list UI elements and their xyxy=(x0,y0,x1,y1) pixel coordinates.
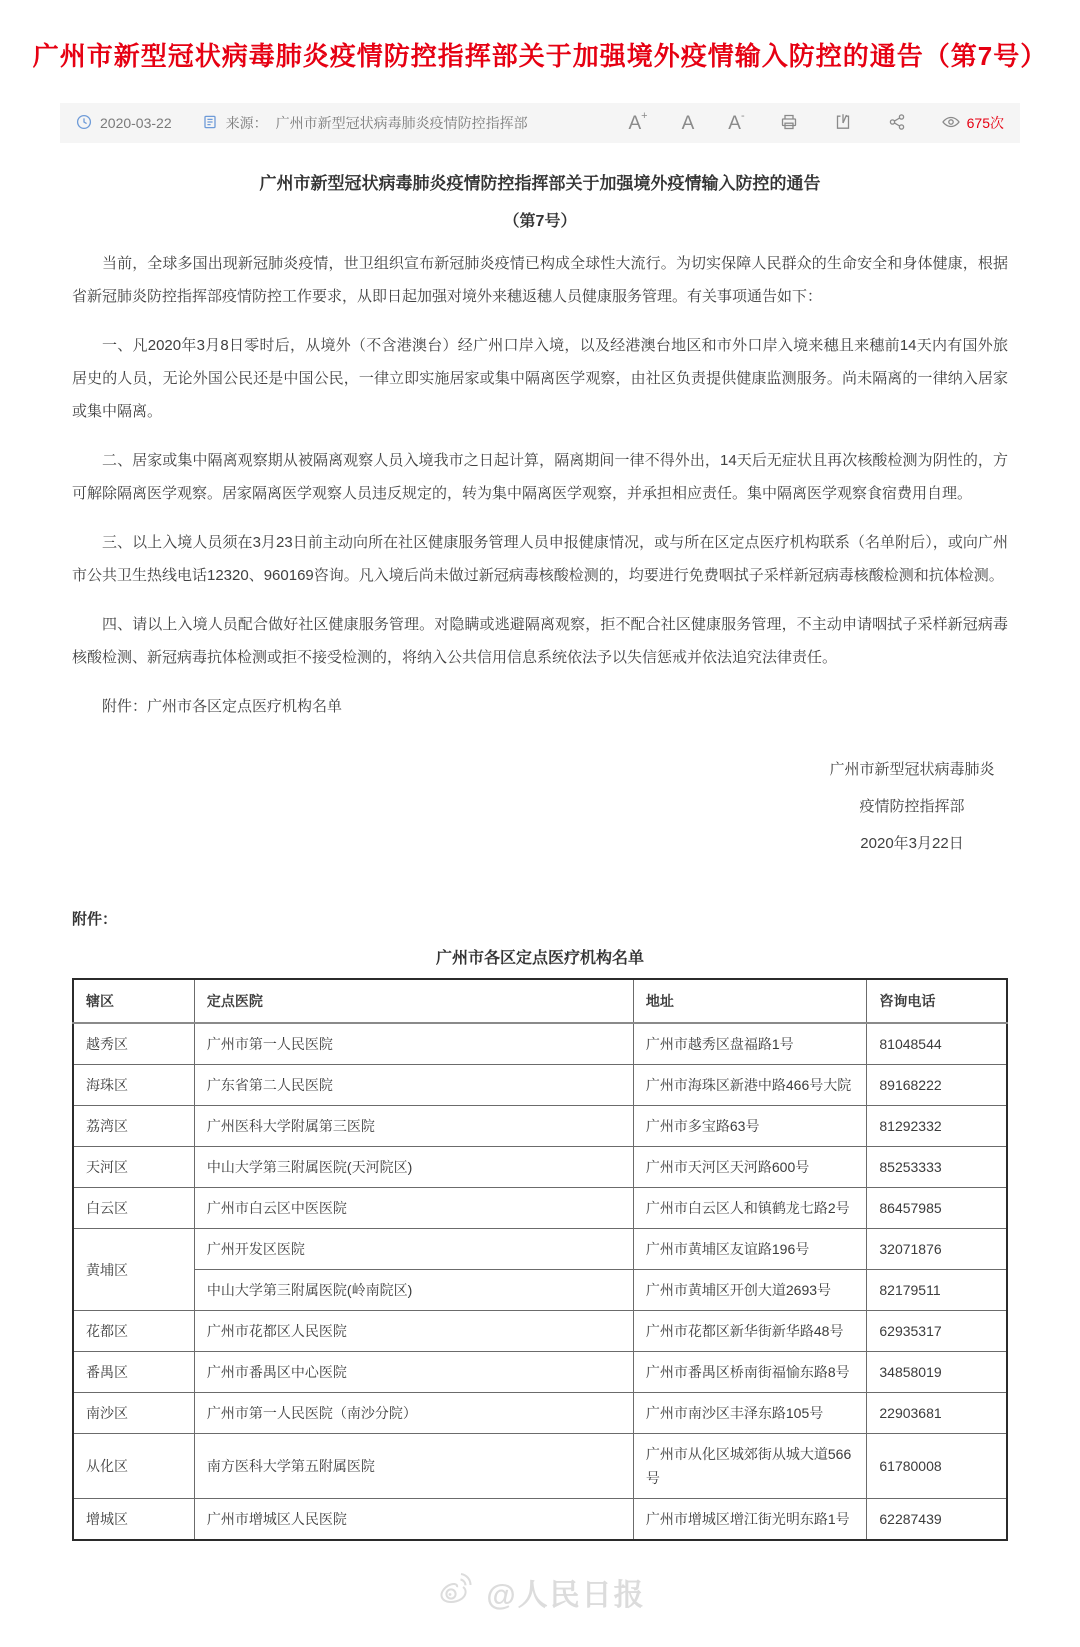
address-cell: 广州市多宝路63号 xyxy=(633,1106,867,1147)
phone-cell: 32071876 xyxy=(867,1229,1007,1270)
district-cell: 南沙区 xyxy=(73,1393,194,1434)
document-subtitle: （第7号） xyxy=(503,213,577,230)
page-title: 广州市新型冠状病毒肺炎疫情防控指挥部关于加强境外疫情输入防控的通告（第7号） xyxy=(32,41,1048,71)
table-row xyxy=(73,1023,1007,1065)
address-cell: 广州市黄埔区开创大道2693号 xyxy=(633,1270,867,1311)
phone-cell: 81048544 xyxy=(867,1023,1007,1065)
article xyxy=(72,169,1008,1541)
district-cell: 越秀区 xyxy=(73,1023,194,1065)
table-row xyxy=(73,1147,1007,1188)
district-cell: 增城区 xyxy=(73,1499,194,1541)
source-label: 来源： xyxy=(225,115,268,131)
hospital-cell: 广州医科大学附属第三医院 xyxy=(194,1106,633,1147)
font-decrease-button[interactable]: A - xyxy=(728,109,745,134)
share-button[interactable] xyxy=(887,112,907,135)
watermark-text: @人民日报 xyxy=(486,1579,646,1612)
table-row xyxy=(73,1352,1007,1393)
address-cell: 广州市花都区新华街新华路48号 xyxy=(633,1311,867,1352)
hospital-cell: 广州市第一人民医院（南沙分院） xyxy=(194,1393,633,1434)
paragraph: 附件：广州市各区定点医疗机构名单 xyxy=(102,698,343,715)
export-button[interactable] xyxy=(833,112,853,135)
signature-line: 广州市新型冠状病毒肺炎 xyxy=(829,761,995,778)
hospital-cell: 广州市番禺区中心医院 xyxy=(194,1352,633,1393)
table-row xyxy=(73,1270,1007,1311)
table-row xyxy=(73,1065,1007,1106)
view-count: 675次 xyxy=(966,115,1004,131)
table-header-row xyxy=(73,979,1007,1023)
view-counter xyxy=(941,112,1004,135)
hospital-cell: 南方医科大学第五附属医院 xyxy=(194,1434,633,1499)
signature-block xyxy=(802,751,1022,862)
paragraph: 一、凡2020年3月8日零时后，从境外（不含港澳台）经广州口岸入境，以及经港澳台地区和市外口岸入境来穗且来穗前14天内有国外旅居史的人员，无论外国公民还是中国公民，一律立即实施居家或集中隔离医学观察，由社区负责提供健康监测服务。尚未隔离的一律纳入居家或集中隔离。 xyxy=(72,337,1008,420)
table-header-cell: 咨询电话 xyxy=(867,979,1007,1023)
table-row xyxy=(73,1188,1007,1229)
signature-line: 2020年3月22日 xyxy=(860,835,964,852)
district-cell: 海珠区 xyxy=(73,1065,194,1106)
district-cell: 天河区 xyxy=(73,1147,194,1188)
address-cell: 广州市从化区城郊街从城大道566号 xyxy=(633,1434,867,1499)
district-cell: 黄埔区 xyxy=(73,1229,194,1311)
hospital-cell: 广州市白云区中医医院 xyxy=(194,1188,633,1229)
phone-cell: 81292332 xyxy=(867,1106,1007,1147)
hospital-cell: 广东省第二人民医院 xyxy=(194,1065,633,1106)
address-cell: 广州市海珠区新港中路466号大院 xyxy=(633,1065,867,1106)
table-row xyxy=(73,1393,1007,1434)
signature-line: 疫情防控指挥部 xyxy=(859,798,965,815)
paragraph: 四、请以上入境人员配合做好社区健康服务管理。对隐瞒或逃避隔离观察，拒不配合社区健康服务管理，不主动申请咽拭子采样新冠病毒核酸检测、新冠病毒抗体检测或拒不接受检测的，将纳入公共信用信息系统依法予以失信惩戒并依法追究法律责任。 xyxy=(72,616,1008,666)
eye-icon xyxy=(941,112,961,135)
address-cell: 广州市番禺区桥南街福愉东路8号 xyxy=(633,1352,867,1393)
table-row xyxy=(73,1434,1007,1499)
phone-cell: 89168222 xyxy=(867,1065,1007,1106)
font-increase-button[interactable]: A + xyxy=(628,109,648,134)
phone-cell: 62287439 xyxy=(867,1499,1007,1541)
phone-cell: 22903681 xyxy=(867,1393,1007,1434)
phone-cell: 34858019 xyxy=(867,1352,1007,1393)
table-row xyxy=(73,1106,1007,1147)
hospital-cell: 广州市花都区人民医院 xyxy=(194,1311,633,1352)
table-header-cell: 辖区 xyxy=(73,979,194,1023)
table-header-cell: 地址 xyxy=(633,979,867,1023)
phone-cell: 82179511 xyxy=(867,1270,1007,1311)
clock-icon xyxy=(76,114,92,133)
address-cell: 广州市越秀区盘福路1号 xyxy=(633,1023,867,1065)
export-icon xyxy=(833,112,853,135)
phone-cell: 85253333 xyxy=(867,1147,1007,1188)
font-reset-button[interactable]: A xyxy=(681,112,695,134)
table-title: 广州市各区定点医疗机构名单 xyxy=(435,950,644,967)
hospital-cell: 广州开发区医院 xyxy=(194,1229,633,1270)
district-cell: 花都区 xyxy=(73,1311,194,1352)
weibo-icon xyxy=(434,1567,476,1617)
hospital-cell: 中山大学第三附属医院(岭南院区) xyxy=(194,1270,633,1311)
print-icon xyxy=(779,112,799,135)
address-cell: 广州市天河区天河路600号 xyxy=(633,1147,867,1188)
hospital-table xyxy=(72,978,1008,1541)
district-cell: 荔湾区 xyxy=(73,1106,194,1147)
meta-info xyxy=(76,113,528,133)
phone-cell: 61780008 xyxy=(867,1434,1007,1499)
district-cell: 白云区 xyxy=(73,1188,194,1229)
table-row xyxy=(73,1229,1007,1270)
document-title: 广州市新型冠状病毒肺炎疫情防控指挥部关于加强境外疫情输入防控的通告 xyxy=(259,174,821,193)
address-cell: 广州市白云区人和镇鹤龙七路2号 xyxy=(633,1188,867,1229)
phone-cell: 62935317 xyxy=(867,1311,1007,1352)
source-name: 广州市新型冠状病毒肺炎疫情防控指挥部 xyxy=(275,115,528,131)
meta-toolbar xyxy=(628,109,1004,135)
attachment-label: 附件： xyxy=(72,911,118,928)
address-cell: 广州市增城区增江街光明东路1号 xyxy=(633,1499,867,1541)
district-cell: 番禺区 xyxy=(73,1352,194,1393)
district-cell: 从化区 xyxy=(73,1434,194,1499)
article-body xyxy=(72,247,1008,723)
meta-bar xyxy=(60,103,1020,143)
phone-cell: 86457985 xyxy=(867,1188,1007,1229)
paragraph: 二、居家或集中隔离观察期从被隔离观察人员入境我市之日起计算，隔离期间一律不得外出，14天后无症状且再次核酸检测为阴性的，方可解除隔离医学观察。居家隔离医学观察人员违反规定的，转为集中隔离医学观察，并承担相应责任。集中隔离医学观察食宿费用自理。 xyxy=(72,452,1008,502)
table-header-cell: 定点医院 xyxy=(194,979,633,1023)
print-button[interactable] xyxy=(779,112,799,135)
share-icon xyxy=(887,112,907,135)
hospital-cell: 中山大学第三附属医院(天河院区) xyxy=(194,1147,633,1188)
paragraph: 当前，全球多国出现新冠肺炎疫情，世卫组织宣布新冠肺炎疫情已构成全球性大流行。为切实保障人民群众的生命安全和身体健康，根据省新冠肺炎防控指挥部疫情防控工作要求，从即日起加强对境外来穗返穗人员健康服务管理。有关事项通告如下： xyxy=(72,255,1008,305)
table-row xyxy=(73,1499,1007,1541)
publish-date: 2020-03-22 xyxy=(100,115,172,131)
paragraph: 三、以上入境人员须在3月23日前主动向所在社区健康服务管理人员申报健康情况，或与所在区定点医疗机构联系（名单附后），或向广州市公共卫生热线电话12320、960169咨询。凡入境后尚未做过新冠病毒核酸检测的，均要进行免费咽拭子采样新冠病毒核酸检测和抗体检测。 xyxy=(72,534,1008,584)
footer-watermark xyxy=(0,1567,1080,1617)
hospital-cell: 广州市第一人民医院 xyxy=(194,1023,633,1065)
address-cell: 广州市黄埔区友谊路196号 xyxy=(633,1229,867,1270)
address-cell: 广州市南沙区丰泽东路105号 xyxy=(633,1393,867,1434)
table-row xyxy=(73,1311,1007,1352)
hospital-cell: 广州市增城区人民医院 xyxy=(194,1499,633,1541)
document-icon xyxy=(202,114,218,133)
